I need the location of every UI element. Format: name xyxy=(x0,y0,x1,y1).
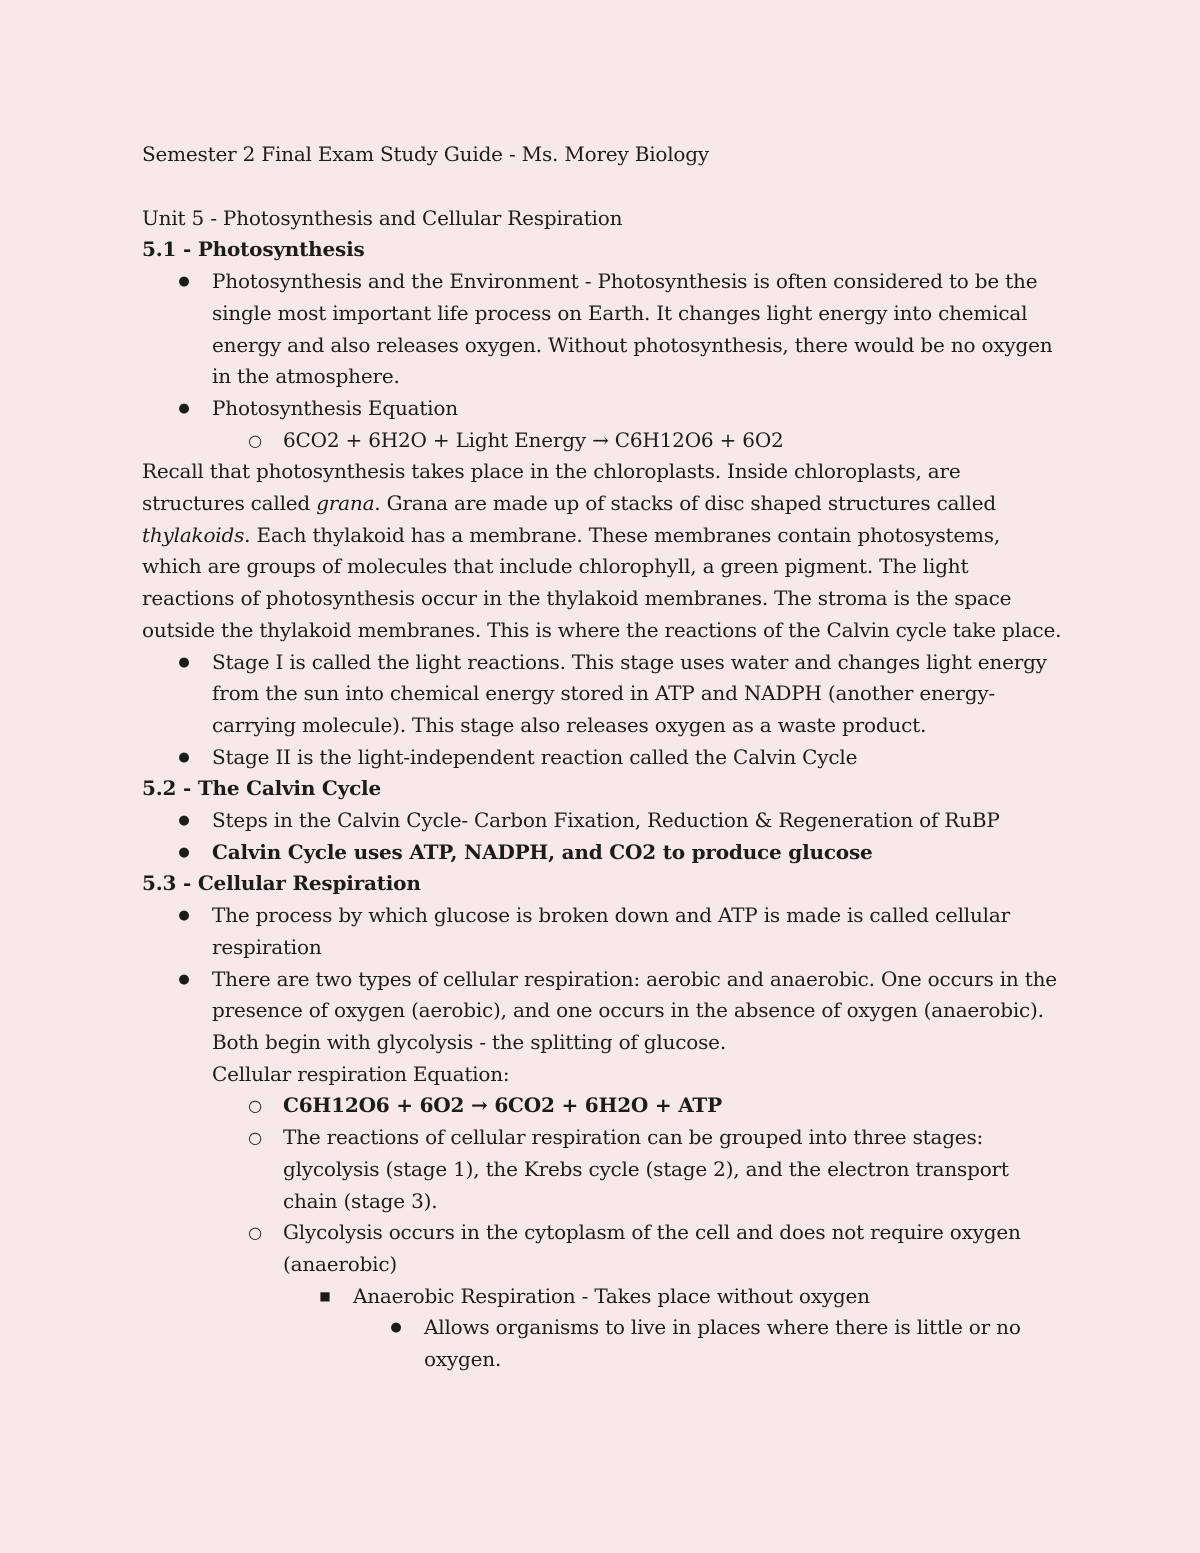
unit-title: Unit 5 - Photosynthesis and Cellular Respiration xyxy=(142,205,623,230)
bullet-circle-icon: ○ xyxy=(248,1096,262,1116)
respiration-definition-text: The process by which glucose is broken down and ATP is made is called cellular respiration xyxy=(212,903,1010,959)
bullet-circle-icon: ○ xyxy=(248,1223,262,1243)
list-item-continuation xyxy=(142,1059,1062,1091)
calvin-steps-text: Steps in the Calvin Cycle- Carbon Fixation, Reduction & Regeneration of RuBP xyxy=(212,808,1000,833)
photosynthesis-environment-text: Photosynthesis and the Environment - Photosynthesis is often considered to be the single most important life process on Earth. It changes light energy into chemical energy and also releases oxygen. Without photosynthesis, there would be no oxygen in the atmosphere. xyxy=(212,269,1053,389)
stage-1-text: Stage I is called the light reactions. This stage uses water and changes light energy from the sun into chemical energy stored in ATP and NADPH (another energy-carrying molecule). This stage also releases oxygen as a waste product. xyxy=(212,649,1047,737)
list-item xyxy=(142,805,1062,837)
list-item xyxy=(142,1090,1062,1122)
bullet-disc-icon: ● xyxy=(178,971,190,987)
respiration-equation: C6H12O6 + 6O2 → 6CO2 + 6H2O + ATP xyxy=(283,1093,722,1118)
section-heading-5-2: 5.2 - The Calvin Cycle xyxy=(142,776,381,801)
list-item xyxy=(142,393,1062,425)
list-item xyxy=(142,1122,1062,1217)
list-item xyxy=(142,900,1062,963)
list-item xyxy=(142,266,1062,393)
list-item xyxy=(142,837,1062,869)
glycolysis-text: Glycolysis occurs in the cytoplasm of the cell and does not require oxygen (anaerobic) xyxy=(283,1220,1021,1276)
section-heading-5-1: 5.1 - Photosynthesis xyxy=(142,237,365,262)
bullet-disc-icon: ● xyxy=(178,654,190,670)
respiration-types-text: There are two types of cellular respiration: aerobic and anaerobic. One occurs in the presence of oxygen (aerobic), and one occurs in the absence of oxygen (anaerobic). Both begin with glycolysis - the splitting of glucose. xyxy=(212,966,1057,1054)
respiration-equation-label: Cellular respiration Equation: xyxy=(212,1061,510,1086)
document-title: Semester 2 Final Exam Study Guide - Ms. Morey Biology xyxy=(142,142,709,166)
photosynthesis-equation: 6CO2 + 6H2O + Light Energy → C6H12O6 + 6O2 xyxy=(283,427,784,452)
bullet-disc-icon: ● xyxy=(178,274,190,290)
bullet-circle-icon: ○ xyxy=(248,430,262,450)
bullet-disc-icon: ● xyxy=(390,1320,402,1336)
calvin-uses-text: Calvin Cycle uses ATP, NADPH, and CO2 to produce glucose xyxy=(212,839,873,864)
photosynthesis-equation-label: Photosynthesis Equation xyxy=(212,395,458,420)
bullet-disc-icon: ● xyxy=(178,400,190,416)
list-item xyxy=(142,425,1062,457)
bullet-disc-icon: ● xyxy=(178,749,190,765)
bullet-square-icon: ■ xyxy=(319,1288,331,1303)
list-item xyxy=(142,964,1062,1059)
document-page xyxy=(142,139,1062,1376)
respiration-stages-text: The reactions of cellular respiration can be grouped into three stages: glycolysis (stage 1), the Krebs cycle (stage 2), and the electron transport chain (stage 3). xyxy=(283,1125,1009,1213)
bullet-disc-icon: ● xyxy=(178,844,190,860)
paragraph-text: Recall that photosynthesis takes place in the chloroplasts. Inside chloroplasts, are structures called xyxy=(142,459,961,516)
paragraph-text: . Each thylakoid has a membrane. These membranes contain photosystems, which are groups of molecules that include chlorophyll, a green pigment. The light reactions of photosynthesis occur in the thylakoid membranes. The stroma is the space outside the thylakoid membranes. This is where the reactions of the Calvin cycle take place. xyxy=(142,522,1062,642)
anaerobic-respiration-text: Anaerobic Respiration - Takes place without oxygen xyxy=(353,1283,870,1308)
list-item xyxy=(142,742,1062,774)
bullet-disc-icon: ● xyxy=(178,813,190,829)
bullet-disc-icon: ● xyxy=(178,908,190,924)
chloroplast-paragraph xyxy=(142,456,1062,646)
bullet-circle-icon: ○ xyxy=(248,1128,262,1148)
list-item xyxy=(142,1312,1062,1375)
thylakoids-term: thylakoids xyxy=(142,522,245,547)
grana-term: grana xyxy=(316,491,375,516)
list-item xyxy=(142,647,1062,742)
paragraph-text: . Grana are made up of stacks of disc shaped structures called xyxy=(374,491,996,516)
section-heading-5-3: 5.3 - Cellular Respiration xyxy=(142,871,421,896)
list-item xyxy=(142,1281,1062,1313)
stage-2-text: Stage II is the light-independent reaction called the Calvin Cycle xyxy=(212,744,858,769)
list-item xyxy=(142,1217,1062,1280)
anaerobic-allows-text: Allows organisms to live in places where there is little or no oxygen. xyxy=(424,1315,1021,1372)
